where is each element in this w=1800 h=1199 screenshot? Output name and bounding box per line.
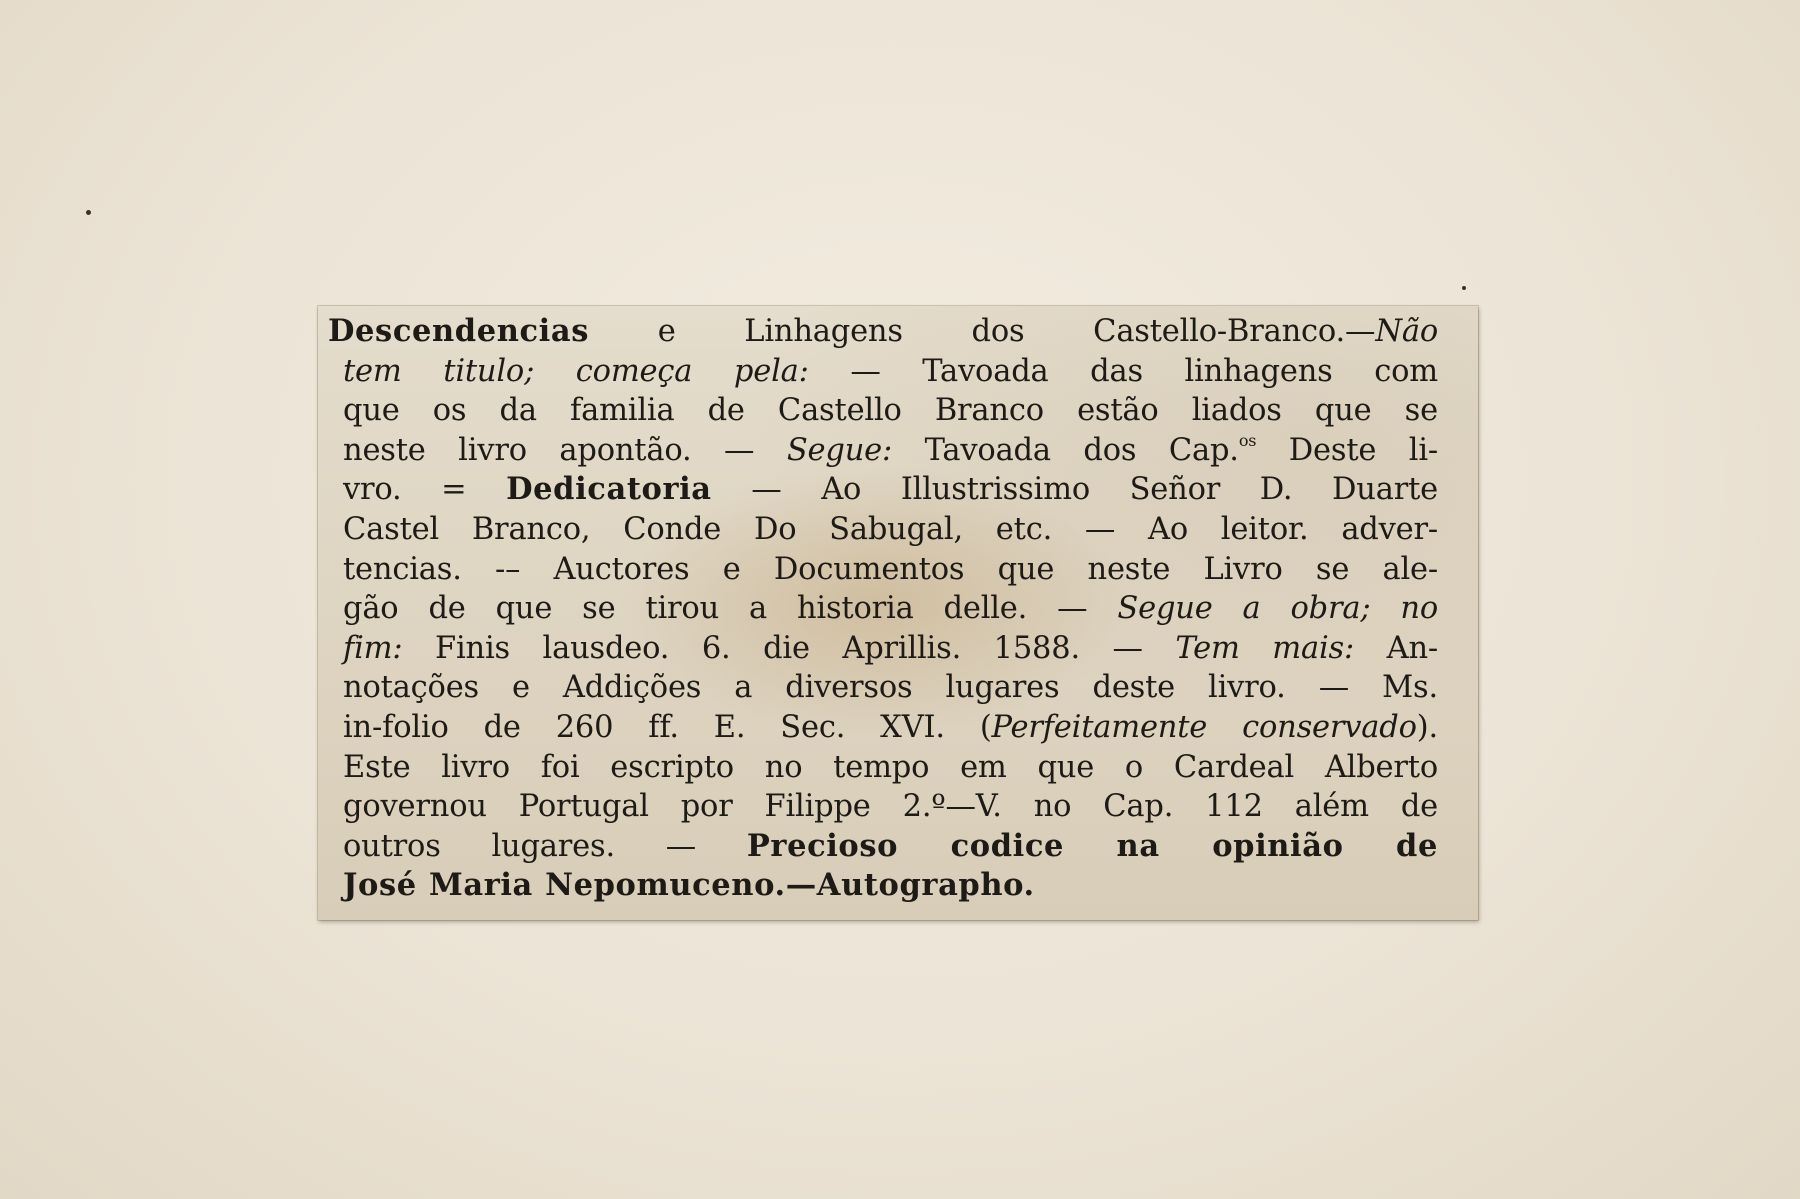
line-text: governou Portugal por Filippe 2.º—V. no Cap. 112 além de (343, 789, 1438, 825)
speck-mark (86, 210, 91, 215)
clipping-line (328, 589, 1438, 629)
heading-dedicatoria: Dedicatoria (506, 471, 712, 508)
clipping-line (328, 510, 1438, 550)
clipping-line (328, 431, 1438, 471)
clipping-line (328, 787, 1438, 827)
heading-descendencias: Descendencias (328, 313, 589, 349)
line-text: vro. = (343, 472, 507, 508)
line-text: An- (1354, 630, 1438, 666)
heading-precioso: Precioso codice na opinião de (746, 827, 1438, 864)
line-text: ). (1416, 709, 1438, 745)
line-text: Finis lausdeo. 6. die Aprillis. 1588. — (402, 630, 1176, 666)
clipping-line (328, 629, 1438, 669)
clipping-line (328, 391, 1438, 431)
line-text: Este livro foi escripto no tempo em que o Cardeal Alberto (343, 749, 1438, 785)
clipping-line (328, 866, 1438, 906)
line-text: tencias. -– Auctores e Documentos que neste Livro se ale- (343, 551, 1438, 587)
line-text: neste livro apontão. — (343, 432, 787, 468)
clipping-line (328, 352, 1438, 392)
newspaper-clipping (318, 306, 1478, 920)
line-text: in-folio de 260 ff. E. Sec. XVI. ( (343, 709, 992, 745)
line-italic: Segue: (786, 432, 893, 468)
superscript: os (1238, 430, 1257, 450)
line-italic: Não (1375, 314, 1438, 349)
line-text: Deste li- (1256, 432, 1439, 468)
line-italic: tem titulo; começa pela: (343, 353, 809, 389)
line-text: Tavoada dos Cap. (892, 432, 1239, 468)
clipping-line (328, 708, 1438, 748)
line-text: outros lugares. — (343, 828, 747, 864)
clipping-line (328, 827, 1438, 867)
line-italic: Perfeitamente conservado (991, 709, 1417, 745)
clipping-line (328, 668, 1438, 708)
line-text: — Ao Illustrissimo Señor D. Duarte (711, 472, 1438, 508)
clipping-line (328, 748, 1438, 788)
line-text: Castel Branco, Conde Do Sabugal, etc. — Ao leitor. adver- (343, 511, 1438, 547)
line-text: e Linhagens dos Castello-Branco.— (588, 314, 1376, 349)
clipping-line (328, 312, 1438, 352)
line-text: gão de que se tirou a historia delle. — (343, 591, 1118, 627)
line-text: notações e Addições a diversos lugares deste livro. — Ms. (343, 670, 1438, 706)
line-italic: Segue a obra; no (1117, 591, 1438, 627)
line-text: que os da familia de Castello Branco estão liados que se (343, 393, 1438, 429)
speck-mark (1462, 286, 1466, 290)
line-italic: fim: (343, 630, 403, 666)
heading-autographo: José Maria Nepomuceno.—Autographo. (343, 867, 1035, 904)
line-italic: Tem mais: (1175, 630, 1355, 666)
clipping-line (328, 470, 1438, 510)
line-text: — Tavoada das linhagens com (808, 353, 1438, 389)
clipping-line (328, 550, 1438, 590)
